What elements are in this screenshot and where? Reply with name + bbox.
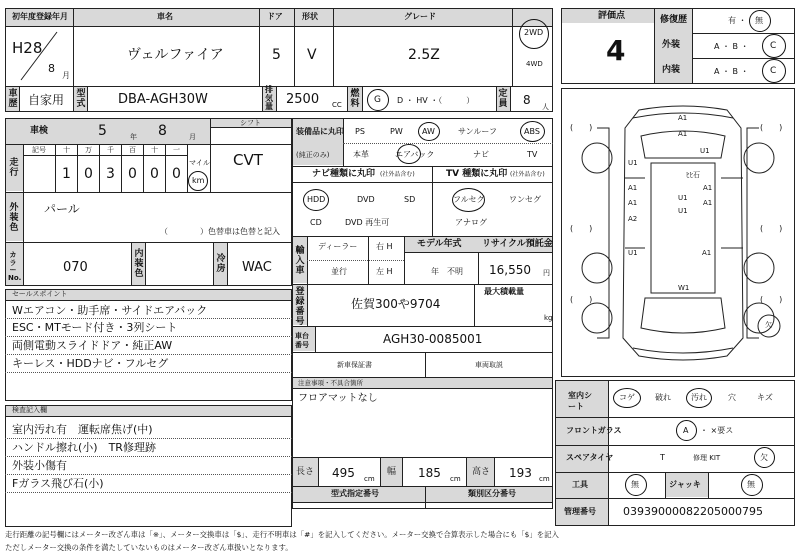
caution-value: フロアマットなし — [298, 393, 378, 404]
bracket-marker: ( ) — [760, 123, 783, 132]
spare-t: T — [660, 453, 665, 462]
ac-value: WAC — [242, 260, 272, 275]
import-parallel: 並行 — [331, 267, 347, 276]
first-reg-month: 8 — [48, 62, 55, 75]
drive-4wd: 4WD — [526, 60, 543, 68]
yen-unit: 円 — [543, 269, 550, 277]
equipment-subheader: (純正のみ) — [296, 151, 330, 159]
tv-oneseg: ワンセグ — [509, 195, 541, 204]
equip-navi: ナビ — [473, 150, 489, 159]
footer-line-2: ただしメーター交換の条件を満たしていないものはメーター改ざん車扱いとなります。 — [5, 543, 293, 552]
shift-header: シフト — [240, 119, 261, 127]
spare-none: 欠 — [760, 453, 768, 462]
seat-ana: 穴 — [728, 393, 736, 402]
windshield-a: A — [683, 426, 689, 435]
score-value: 4 — [606, 34, 626, 67]
car-name-header: 車名 — [157, 12, 173, 21]
spare-header: スペアタイヤ — [566, 453, 614, 462]
bracket-marker: ( ) — [570, 224, 593, 233]
height-value: 193 — [509, 466, 532, 480]
shape-header: 形状 — [302, 12, 318, 21]
damage-label: A1 — [702, 249, 712, 257]
fuel-options: D ・ HV ・（ ） — [397, 96, 475, 105]
tv-subheader: (社外品含む) — [510, 171, 545, 178]
height-unit: cm — [539, 475, 550, 483]
navi-header: ナビ種類に丸印 — [312, 169, 376, 179]
navi-cd: CD — [310, 218, 322, 227]
shift-value: CVT — [233, 151, 263, 169]
mgmt-no-header: 管理番号 — [564, 507, 596, 516]
left-hand: 左 H — [376, 267, 393, 276]
import-header: 輸入車 — [295, 246, 305, 276]
damage-label: A2 — [628, 215, 638, 223]
inspector-note: ハンドル擦れ(小) TR修理跡 — [12, 441, 156, 454]
recycle-value: 16,550 — [489, 263, 531, 277]
mile-label: マイル — [189, 159, 210, 167]
seat-header: 室内シート — [568, 391, 592, 411]
mileage-col-header: 一 — [173, 146, 180, 154]
width-value: 185 — [418, 466, 441, 480]
tv-analog: アナログ — [455, 218, 487, 227]
ku-label: 欠 — [765, 321, 772, 329]
inspector-note: 外装小傷有 — [12, 459, 67, 472]
model-header: 型式 — [76, 89, 86, 109]
mileage-digit: 0 — [150, 166, 159, 182]
mileage-digit: 3 — [106, 166, 115, 182]
mileage-digit: 1 — [62, 166, 71, 182]
door-header: ドア — [267, 12, 283, 21]
interior-options: A ・ B ・ — [714, 67, 749, 76]
bracket-marker: ( ) — [570, 295, 593, 304]
mileage-symbol-header: 記号 — [32, 146, 46, 154]
equip-ps: PS — [355, 127, 365, 136]
person-unit: 人 — [542, 103, 549, 111]
usage-value: 自家用 — [28, 93, 65, 107]
mileage-digit: 0 — [172, 166, 181, 182]
damage-label: A1 — [628, 184, 638, 192]
mgmt-no-value: 03939000082205000795 — [623, 505, 763, 518]
jack-value: 無 — [747, 480, 755, 489]
navi-dvd-play: DVD 再生可 — [345, 218, 390, 227]
model-value: DBA-AGH30W — [118, 92, 208, 107]
inspection-year: 5 — [98, 123, 107, 139]
color-no-value: 070 — [63, 260, 88, 275]
grade-header: グレード — [404, 12, 436, 21]
year-unit: 年 — [130, 133, 137, 141]
seat-koge: コゲ — [619, 393, 635, 402]
seat-kizu: キズ — [757, 393, 773, 402]
exterior-c: C — [770, 41, 777, 51]
new-warranty: 新車保証書 — [337, 361, 372, 369]
door-count: 5 — [272, 47, 281, 63]
caution-header: 注意事項・不具合箇所 — [298, 379, 363, 387]
bracket-marker: ( ) — [760, 224, 783, 233]
color-no-header: カラーNo. — [8, 251, 22, 282]
damage-label: U1 — [628, 159, 638, 167]
body-shape: V — [307, 47, 317, 63]
recycle-header: リサイクル預託金 — [482, 239, 553, 249]
mileage-digit: 0 — [128, 166, 137, 182]
damage-label: U1 — [700, 147, 710, 155]
color-note: （ ）色替車は色替と記入 — [160, 227, 280, 236]
first-reg-header: 初年度登録年月 — [12, 12, 68, 21]
bracket-marker: ( ) — [760, 295, 783, 304]
mileage-col-header: 万 — [85, 146, 92, 154]
ac-header: 冷房 — [216, 254, 226, 274]
reg-no-header: 登録番号 — [295, 287, 305, 327]
mileage-digit: 0 — [84, 166, 93, 182]
jack-header: ジャッキ — [669, 480, 701, 489]
sales-point: キーレス・HDDナビ・フルセグ — [12, 357, 169, 370]
windshield-rest: ・ ×要ス — [700, 426, 734, 435]
damage-label: A1 — [628, 199, 638, 207]
width-header: 幅 — [387, 467, 397, 477]
spare-kit: 修理 KIT — [693, 454, 721, 462]
inspection-month: 8 — [158, 123, 167, 139]
mileage-col-header: 十 — [63, 146, 70, 154]
height-header: 高さ — [472, 467, 491, 477]
inspection-header: 車検 — [30, 126, 49, 136]
model-year-header: モデル年式 — [417, 239, 462, 249]
length-unit: cm — [364, 475, 375, 483]
fuel-g: G — [374, 95, 381, 105]
damage-label: U1 — [628, 249, 638, 257]
mileage-col-header: 千 — [107, 146, 114, 154]
tools-header: 工具 — [572, 480, 588, 489]
mileage-header: 走行 — [9, 158, 19, 178]
displacement-header: 排気量 — [265, 85, 273, 111]
first-reg-year: H28 — [12, 39, 43, 57]
equip-sunroof: サンルーフ — [458, 127, 497, 136]
damage-label: U1 — [678, 207, 688, 215]
damage-label: W1 — [678, 284, 690, 292]
manual: 車両取説 — [475, 361, 503, 369]
equip-aw: AW — [422, 127, 435, 136]
length-header: 長さ — [296, 467, 315, 477]
exterior-options: A ・ B ・ — [714, 42, 749, 51]
footer-line-1: 走行距離の記号欄にはメーター改ざん車は「※」、メーター交換車は「$」、走行不明車は「#」を記入してください。メーター交換で合算表示した場合にも「$」を記入 — [5, 530, 559, 539]
equip-pw: PW — [390, 127, 403, 136]
car-name: ヴェルファイア — [127, 47, 224, 63]
chassis-header: 車台番号 — [295, 332, 309, 349]
category-header: 類別区分番号 — [468, 489, 516, 498]
sales-points-header: セールスポイント — [12, 290, 68, 298]
exterior-header: 外装 — [662, 40, 681, 50]
sales-point: ESC・MTモード付き・3列シート — [12, 321, 178, 334]
sales-point: Wエアコン・助手席・サイドエアバック — [12, 304, 208, 317]
interior-header: 内装 — [662, 65, 681, 75]
tv-fullseg: フルセグ — [453, 195, 485, 204]
interior-c: C — [770, 66, 777, 76]
color-header: 外装色 — [9, 203, 19, 233]
usage-header: 車歴 — [8, 89, 18, 109]
seat-yogore: 汚れ — [691, 393, 707, 402]
mileage-col-header: 百 — [129, 146, 136, 154]
bracket-marker: ( ) — [570, 123, 593, 132]
score-header: 評価点 — [598, 11, 626, 21]
seat-yabure: 破れ — [655, 393, 671, 402]
navi-hdd: HDD — [307, 195, 326, 204]
mileage-col-header: 十 — [151, 146, 158, 154]
capacity-header: 定員 — [498, 89, 508, 109]
width-unit: cm — [450, 475, 461, 483]
sales-point: 両側電動スライドドア・純正AW — [12, 339, 173, 352]
interior-color-header: 内装色 — [134, 249, 144, 279]
equip-abs: ABS — [524, 127, 540, 136]
drive-2wd: 2WD — [524, 28, 544, 37]
repair-header: 修復歴 — [660, 15, 688, 25]
month-unit-2: 月 — [189, 133, 196, 141]
inspector-note: Fガラス飛び石(小) — [12, 477, 104, 490]
inspector-notes-header: 検査記入欄 — [12, 406, 47, 414]
navi-dvd: DVD — [357, 195, 375, 204]
type-designation-header: 型式指定番号 — [331, 489, 379, 498]
equip-airbag: エアバック — [395, 150, 435, 159]
kg-unit: kg — [544, 314, 553, 322]
tools-value: 無 — [631, 480, 639, 489]
damage-label: A1 — [703, 199, 713, 207]
repair-none: 無 — [755, 16, 763, 25]
color-value: パール — [44, 202, 80, 216]
damage-label: A1 — [678, 114, 688, 122]
damage-label: A1 — [703, 184, 713, 192]
model-year-value: 年 不明 — [431, 267, 463, 276]
km-label: km — [192, 176, 205, 185]
damage-label: A1 — [678, 130, 688, 138]
month-unit: 月 — [62, 71, 70, 80]
import-dealer: ディーラー — [318, 242, 358, 251]
max-load-header: 最大積載量 — [484, 287, 524, 296]
equip-leather: 本革 — [353, 150, 369, 159]
right-hand: 右 H — [376, 242, 393, 251]
repair-options: 有 ・ — [728, 16, 747, 25]
equipment-header: 装備品に丸印 — [296, 127, 344, 136]
fuel-header: 燃料 — [350, 89, 360, 109]
inspector-note: 室内汚れ有 運転席焦げ(中) — [12, 423, 153, 436]
grade-value: 2.5Z — [408, 47, 440, 63]
damage-label: U1 — [678, 194, 688, 202]
capacity-value: 8 — [523, 93, 531, 107]
navi-subheader: (社外品含む) — [380, 171, 415, 178]
displacement-value: 2500 — [286, 92, 320, 107]
navi-sd: SD — [404, 195, 416, 204]
windshield-header: フロントガラス — [566, 426, 622, 435]
tv-header: TV 種類に丸印 — [446, 169, 508, 179]
damage-label: ﾋﾋ石 — [686, 171, 700, 179]
chassis-value: AGH30-0085001 — [383, 332, 483, 346]
cc-unit: CC — [332, 101, 342, 109]
reg-no-value: 佐賀300や9704 — [351, 297, 441, 311]
length-value: 495 — [332, 466, 355, 480]
equip-tv: TV — [527, 150, 538, 159]
